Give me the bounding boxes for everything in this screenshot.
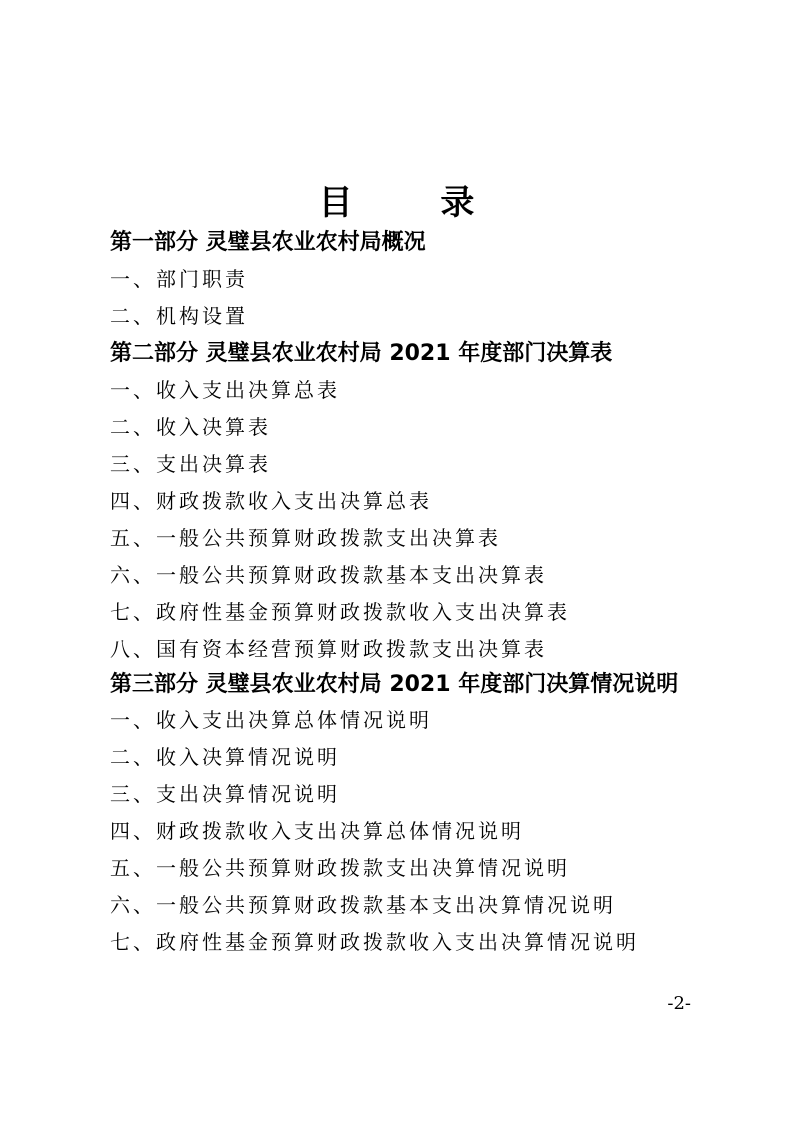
toc-item[interactable]: 四、财政拨款收入支出决算总体情况说明 bbox=[110, 819, 524, 843]
part-heading-1[interactable]: 第一部分 灵璧县农业农村局概况 bbox=[110, 230, 426, 255]
toc-item[interactable]: 三、支出决算表 bbox=[110, 452, 271, 476]
toc-item[interactable]: 一、部门职责 bbox=[110, 267, 248, 291]
page-number: -2- bbox=[667, 993, 691, 1014]
toc-title: 目 录 bbox=[318, 183, 513, 223]
toc-item[interactable]: 五、一般公共预算财政拨款支出决算情况说明 bbox=[110, 856, 570, 880]
toc-item[interactable]: 七、政府性基金预算财政拨款收入支出决算情况说明 bbox=[110, 930, 639, 954]
toc-item[interactable]: 二、机构设置 bbox=[110, 304, 248, 328]
toc-item[interactable]: 三、支出决算情况说明 bbox=[110, 782, 340, 806]
toc-item[interactable]: 一、收入支出决算总表 bbox=[110, 378, 340, 402]
toc-item[interactable]: 七、政府性基金预算财政拨款收入支出决算表 bbox=[110, 600, 570, 624]
toc-item[interactable]: 六、一般公共预算财政拨款基本支出决算情况说明 bbox=[110, 893, 616, 917]
toc-item[interactable]: 一、收入支出决算总体情况说明 bbox=[110, 708, 432, 732]
toc-item[interactable]: 六、一般公共预算财政拨款基本支出决算表 bbox=[110, 563, 547, 587]
part-heading-2[interactable]: 第二部分 灵璧县农业农村局 2021 年度部门决算表 bbox=[110, 341, 613, 366]
toc-item[interactable]: 八、国有资本经营预算财政拨款支出决算表 bbox=[110, 637, 547, 661]
toc-item[interactable]: 二、收入决算情况说明 bbox=[110, 745, 340, 769]
toc-item[interactable]: 四、财政拨款收入支出决算总表 bbox=[110, 489, 432, 513]
part-heading-3[interactable]: 第三部分 灵璧县农业农村局 2021 年度部门决算情况说明 bbox=[110, 672, 679, 697]
table-of-contents bbox=[110, 224, 700, 961]
toc-item[interactable]: 二、收入决算表 bbox=[110, 415, 271, 439]
toc-item[interactable]: 五、一般公共预算财政拨款支出决算表 bbox=[110, 526, 501, 550]
